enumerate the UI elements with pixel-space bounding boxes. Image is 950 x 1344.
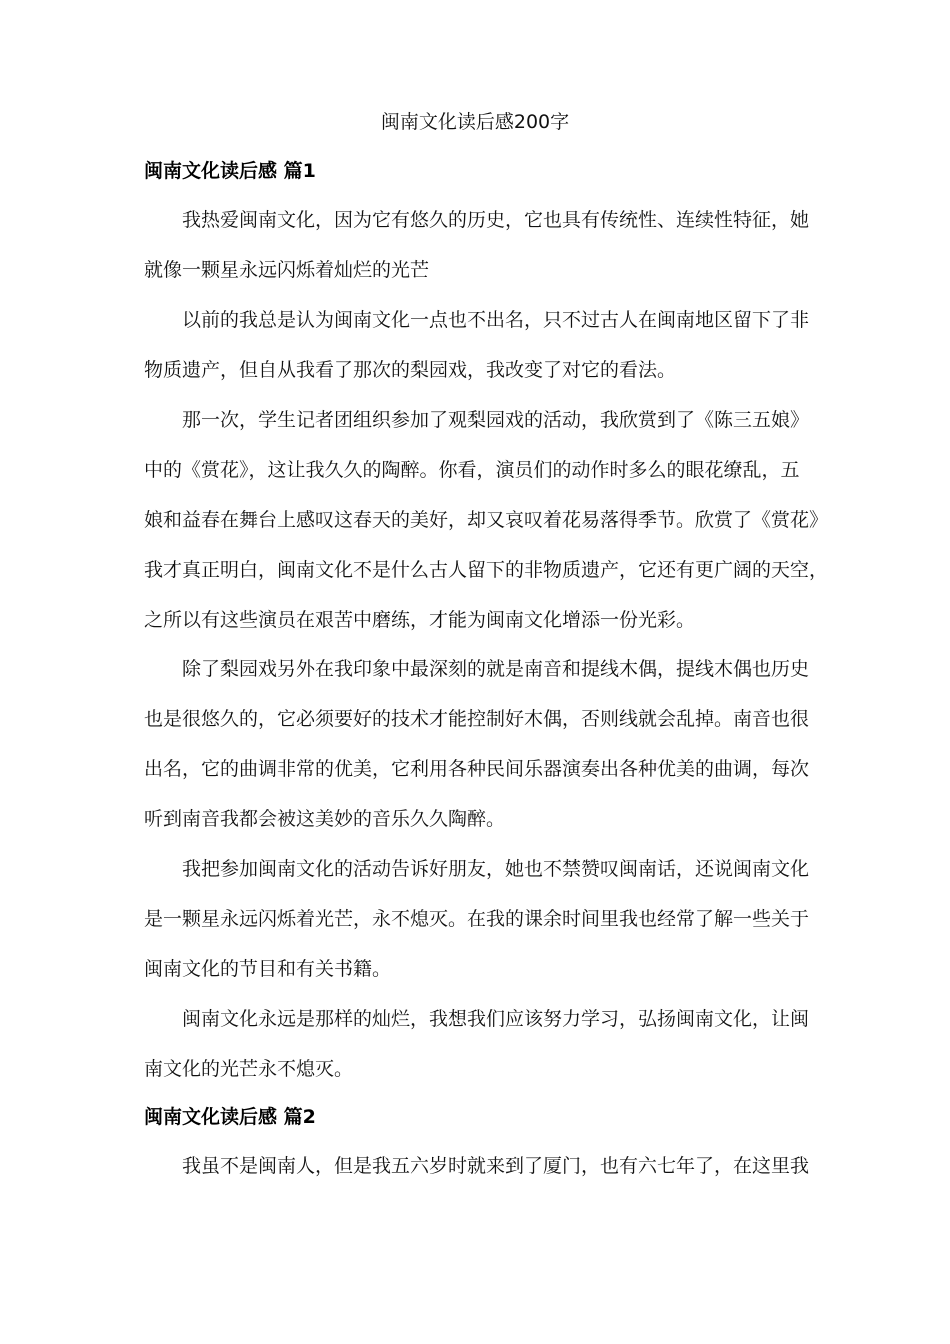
paragraph-line: 中的《赏花》，这让我久久的陶醉。你看，演员们的动作时多么的眼花缭乱，五 <box>144 459 800 481</box>
paragraph-line: 我把参加闽南文化的活动告诉好朋友，她也不禁赞叹闽南话，还说闽南文化 <box>182 858 810 880</box>
paragraph-line: 南文化的光芒永不熄灭。 <box>144 1058 354 1080</box>
paragraph-line: 娘和益春在舞台上感叹这春天的美好，却又哀叹着花易落得季节。欣赏了《赏花》 <box>144 509 829 531</box>
paragraph-line: 闽南文化的节目和有关书籍。 <box>144 958 392 980</box>
paragraph-line: 闽南文化永远是那样的灿烂，我想我们应该努力学习，弘扬闽南文化，让闽 <box>182 1008 810 1030</box>
section-heading: 闽南文化读后感 篇2 <box>144 1106 316 1128</box>
paragraph-line: 以前的我总是认为闽南文化一点也不出名，只不过古人在闽南地区留下了非 <box>182 309 810 331</box>
paragraph-line: 我热爱闽南文化，因为它有悠久的历史，它也具有传统性、连续性特征，她 <box>182 209 810 231</box>
paragraph-line: 是一颗星永远闪烁着光芒，永不熄灭。在我的课余时间里我也经常了解一些关于 <box>144 908 810 930</box>
paragraph-line: 之所以有这些演员在艰苦中磨练，才能为闽南文化增添一份光彩。 <box>144 609 696 631</box>
paragraph-line: 就像一颗星永远闪烁着灿烂的光芒 <box>144 259 430 281</box>
paragraph-line: 出名，它的曲调非常的优美，它利用各种民间乐器演奏出各种优美的曲调，每次 <box>144 758 810 780</box>
paragraph-line: 物质遗产，但自从我看了那次的梨园戏，我改变了对它的看法。 <box>144 359 677 381</box>
document-title: 闽南文化读后感200字 <box>380 111 570 133</box>
paragraph-line: 那一次，学生记者团组织参加了观梨园戏的活动，我欣赏到了《陈三五娘》 <box>182 409 810 431</box>
paragraph-line: 除了梨园戏另外在我印象中最深刻的就是南音和提线木偶，提线木偶也历史 <box>182 658 810 680</box>
paragraph-line: 我才真正明白，闽南文化不是什么古人留下的非物质遗产，它还有更广阔的天空， <box>144 559 829 581</box>
section-heading: 闽南文化读后感 篇1 <box>144 160 316 182</box>
paragraph-line: 我虽不是闽南人，但是我五六岁时就来到了厦门，也有六七年了，在这里我 <box>182 1155 810 1177</box>
paragraph-line: 也是很悠久的，它必须要好的技术才能控制好木偶，否则线就会乱掉。南音也很 <box>144 708 810 730</box>
paragraph-line: 听到南音我都会被这美妙的音乐久久陶醉。 <box>144 808 506 830</box>
